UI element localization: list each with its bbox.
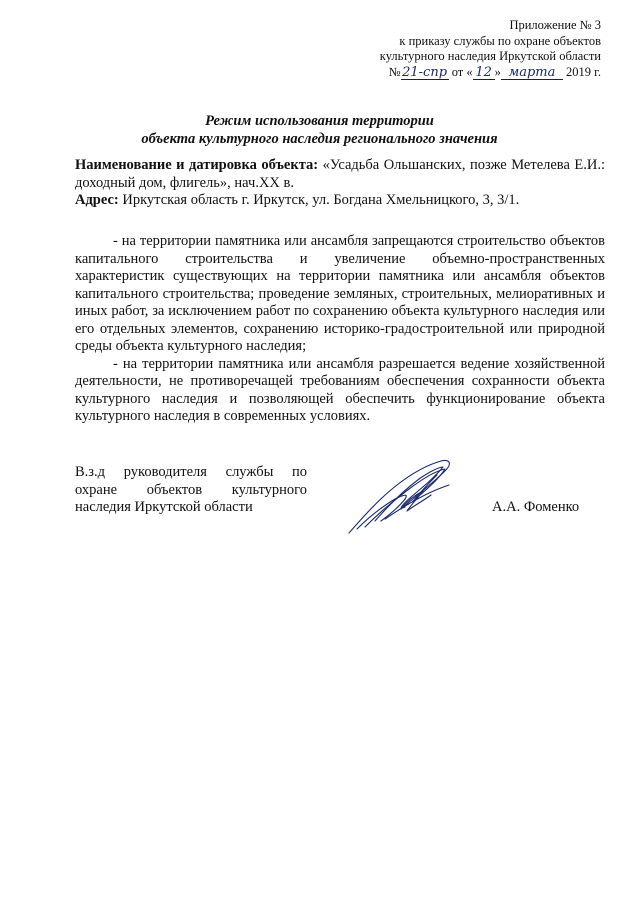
signer-position	[75, 464, 307, 517]
order-day-handwritten: 12	[473, 66, 495, 80]
order-date-sep: »	[494, 64, 501, 79]
document-title	[0, 112, 639, 148]
appendix-line-3: культурного наследия Иркутской области	[379, 49, 601, 63]
appendix-line-2: к приказу службы по охране объектов	[399, 33, 601, 48]
rule-permissions: - на территории памятника или ансамбля разрешается ведение хозяйственной деятельности, не противоречащей требованиям обеспечения сохранности объекта культурного наследия и позволяющей обеспечить функционирование объекта культурного наследия в современных условиях.	[75, 355, 605, 424]
title-line-1: Режим использования территории	[205, 113, 434, 129]
rule-prohibitions: - на территории памятника или ансамбля запрещаются строительство объектов капитального строительства и увеличение объемно-пространственных характеристик существующих на территории памятника или ансамбля объектов капитального строительства; проведение земляных, строительных, мелиоративных и иных работ, за исключением работ по сохранению объекта культурного наследия или его отдельных элементов, сохранению историко-градостроительной или природной среды объекта культурного наследия;	[75, 233, 605, 354]
object-name-label: Наименование и датировка объекта:	[75, 157, 319, 173]
appendix-header	[301, 18, 601, 80]
object-address-value: Иркутская область г. Иркутск, ул. Богдана Хмельницкого, 3, 3/1.	[118, 192, 520, 208]
signer-line-1: В.з.д руководителя службы по	[75, 464, 307, 480]
object-address	[75, 192, 605, 210]
usage-rules	[75, 233, 605, 426]
order-number-prefix: №	[388, 64, 401, 79]
order-year: 2019 г.	[566, 64, 601, 79]
order-number-line	[301, 65, 601, 81]
order-number-handwritten: 21-спр	[402, 64, 448, 80]
object-name-value: «Усадьба Ольшанских, позже Метелева Е.И.: доходный дом, флигель», нач.XX в.	[75, 157, 605, 191]
object-name	[75, 157, 605, 192]
signer-line-2: охране объектов культурного	[75, 481, 307, 498]
signer-line-3: наследия Иркутской области	[75, 499, 253, 515]
order-month-handwritten: марта	[501, 66, 563, 80]
order-date-from: от «	[451, 64, 473, 79]
object-address-label: Адрес:	[75, 192, 119, 208]
appendix-line-1: Приложение № 3	[509, 18, 601, 32]
handwritten-signature	[345, 455, 465, 537]
object-info	[75, 157, 605, 210]
signer-name: А.А. Фоменко	[492, 499, 580, 515]
title-line-2: объекта культурного наследия регионального значения	[141, 131, 498, 147]
